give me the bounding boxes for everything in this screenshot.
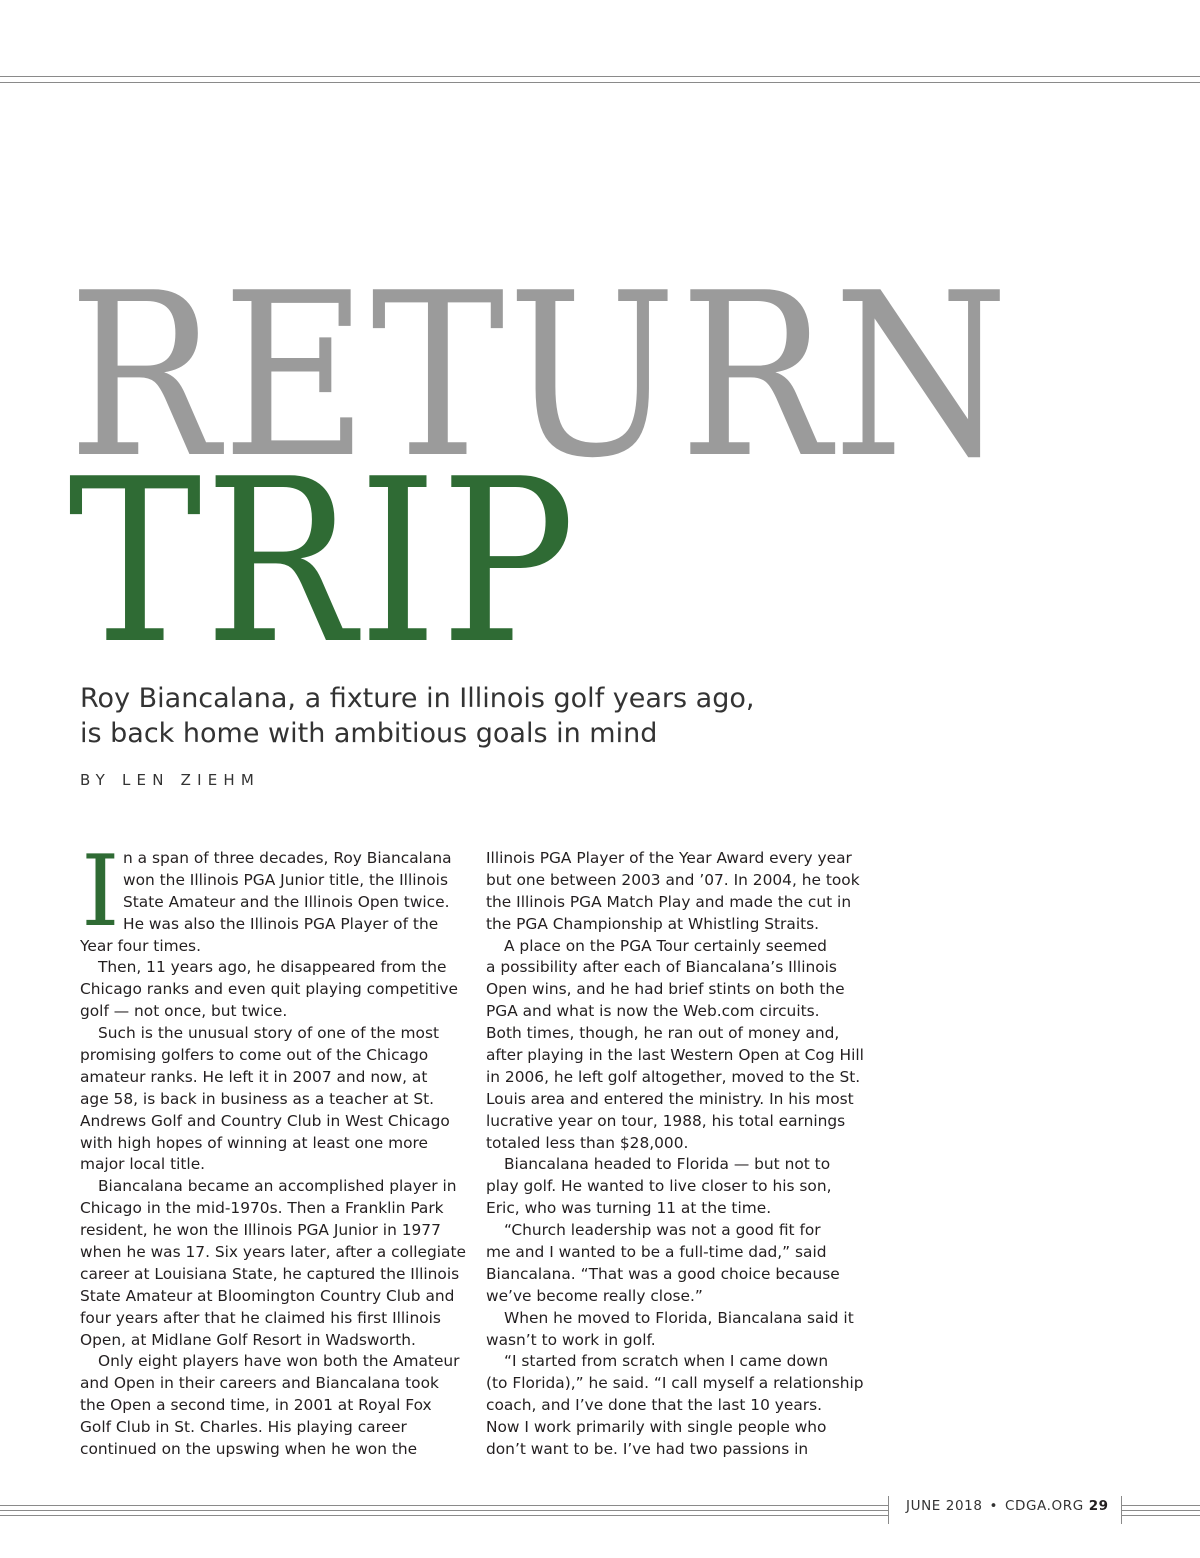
body-line: totaled less than $28,000.: [486, 1133, 689, 1152]
body-line: When he moved to Florida, Biancalana said it: [504, 1308, 854, 1327]
body-line: golf — not once, but twice.: [80, 1002, 288, 1021]
footer-rule: [0, 1510, 888, 1511]
body-line: Open wins, and he had brief stints on both the: [486, 980, 845, 999]
body-line: Golf Club in St. Charles. His playing career: [80, 1418, 407, 1437]
body-line: with high hopes of winning at least one more: [80, 1133, 428, 1152]
top-rule: [0, 82, 1200, 83]
deck: [80, 681, 840, 751]
body-line: Then, 11 years ago, he disappeared from the: [98, 958, 447, 977]
body-line: Only eight players have won both the Amateur: [98, 1352, 460, 1371]
body-line: Biancalana. “That was a good choice because: [486, 1264, 840, 1283]
body-line: career at Louisiana State, he captured the Illinois: [80, 1264, 460, 1283]
footer-rule: [0, 1505, 888, 1506]
body-column-2: [486, 848, 866, 1461]
body-line: we’ve become really close.”: [486, 1286, 703, 1305]
footer-rule: [1122, 1505, 1200, 1506]
body-line: resident, he won the Illinois PGA Junior in 1977: [80, 1221, 441, 1240]
body-line: the PGA Championship at Whistling Straits.: [486, 914, 820, 933]
footer-rule: [0, 1515, 888, 1516]
body-line: (to Florida),” he said. “I call myself a relationship: [486, 1374, 864, 1393]
body-line: four years after that he claimed his first Illinois: [80, 1308, 441, 1327]
body-line: age 58, is back in business as a teacher at St.: [80, 1089, 435, 1108]
body-line: in 2006, he left golf altogether, moved to the St.: [486, 1067, 861, 1086]
body-line: continued on the upswing when he won the: [80, 1440, 418, 1459]
body-line: “Church leadership was not a good fit for: [504, 1221, 821, 1240]
body-line: amateur ranks. He left it in 2007 and now, at: [80, 1067, 428, 1086]
body-line: Andrews Golf and Country Club in West Chicago: [80, 1111, 450, 1130]
body-line: PGA and what is now the Web.com circuits.: [486, 1002, 820, 1021]
body-line: but one between 2003 and ’07. In 2004, he took: [486, 870, 860, 889]
folio: [906, 1498, 1109, 1514]
body-line: after playing in the last Western Open at Cog Hill: [486, 1046, 864, 1065]
body-line: State Amateur at Bloomington Country Club and: [80, 1286, 455, 1305]
body-line: Chicago ranks and even quit playing competitive: [80, 980, 458, 999]
body-line: when he was 17. Six years later, after a collegiate: [80, 1243, 466, 1262]
body-line: Chicago in the mid-1970s. Then a Franklin Park: [80, 1199, 444, 1218]
body-line: Such is the unusual story of one of the most: [98, 1024, 439, 1043]
body-line: Biancalana headed to Florida — but not to: [504, 1155, 831, 1174]
body-line: n a span of three decades, Roy Biancalana: [123, 849, 452, 867]
body-line: and Open in their careers and Biancalana took: [80, 1374, 439, 1393]
drop-cap: I: [81, 835, 120, 949]
byline: BY LEN ZIEHM: [80, 771, 261, 789]
footer-divider: [888, 1496, 889, 1524]
body-line: He was also the Illinois PGA Player of the: [123, 914, 439, 933]
body-line: Open, at Midlane Golf Resort in Wadsworth.: [80, 1330, 416, 1349]
folio-separator: •: [989, 1498, 999, 1514]
body-line: “I started from scratch when I came down: [504, 1352, 829, 1371]
body-line: State Amateur and the Illinois Open twice.: [123, 892, 450, 911]
body-line: Illinois PGA Player of the Year Award every year: [486, 849, 852, 867]
headline-line-2: TRIP: [68, 431, 578, 694]
body-line: lucrative year on tour, 1988, his total earnings: [486, 1111, 846, 1130]
footer-rule: [1122, 1510, 1200, 1511]
body-line: Both times, though, he ran out of money and,: [486, 1024, 840, 1043]
body-line: me and I wanted to be a full-time dad,” said: [486, 1243, 827, 1262]
body-column-1: [80, 835, 466, 1461]
body-line: don’t want to be. I’ve had two passions in: [486, 1440, 809, 1459]
top-rule: [0, 76, 1200, 77]
headline-line-1: RETURN: [68, 245, 1012, 508]
body-line: A place on the PGA Tour certainly seemed: [504, 936, 827, 955]
body-line: promising golfers to come out of the Chicago: [80, 1046, 429, 1065]
folio-issue: JUNE 2018: [906, 1498, 983, 1514]
body-line: Louis area and entered the ministry. In his most: [486, 1089, 854, 1108]
body-line: Eric, who was turning 11 at the time.: [486, 1199, 772, 1218]
deck-line: is back home with ambitious goals in mind: [80, 718, 658, 749]
folio-site: CDGA.ORG: [1004, 1498, 1084, 1514]
page-number: 29: [1088, 1498, 1109, 1514]
deck-line: Roy Biancalana, a fixture in Illinois golf years ago,: [80, 683, 755, 714]
body-line: coach, and I’ve done that the last 10 years.: [486, 1396, 823, 1415]
body-line: major local title.: [80, 1155, 206, 1174]
body-line: Now I work primarily with single people who: [486, 1418, 827, 1437]
body-line: won the Illinois PGA Junior title, the Illinois: [123, 870, 448, 889]
body-line: wasn’t to work in golf.: [486, 1330, 656, 1349]
body-line: play golf. He wanted to live closer to his son,: [486, 1177, 832, 1196]
body-line: the Illinois PGA Match Play and made the cut in: [486, 892, 852, 911]
body-line: Year four times.: [80, 936, 201, 955]
footer-rule: [1122, 1515, 1200, 1516]
body-line: Biancalana became an accomplished player in: [98, 1177, 457, 1196]
body-line: the Open a second time, in 2001 at Royal Fox: [80, 1396, 432, 1415]
body-line: a possibility after each of Biancalana’s Illinois: [486, 958, 837, 977]
